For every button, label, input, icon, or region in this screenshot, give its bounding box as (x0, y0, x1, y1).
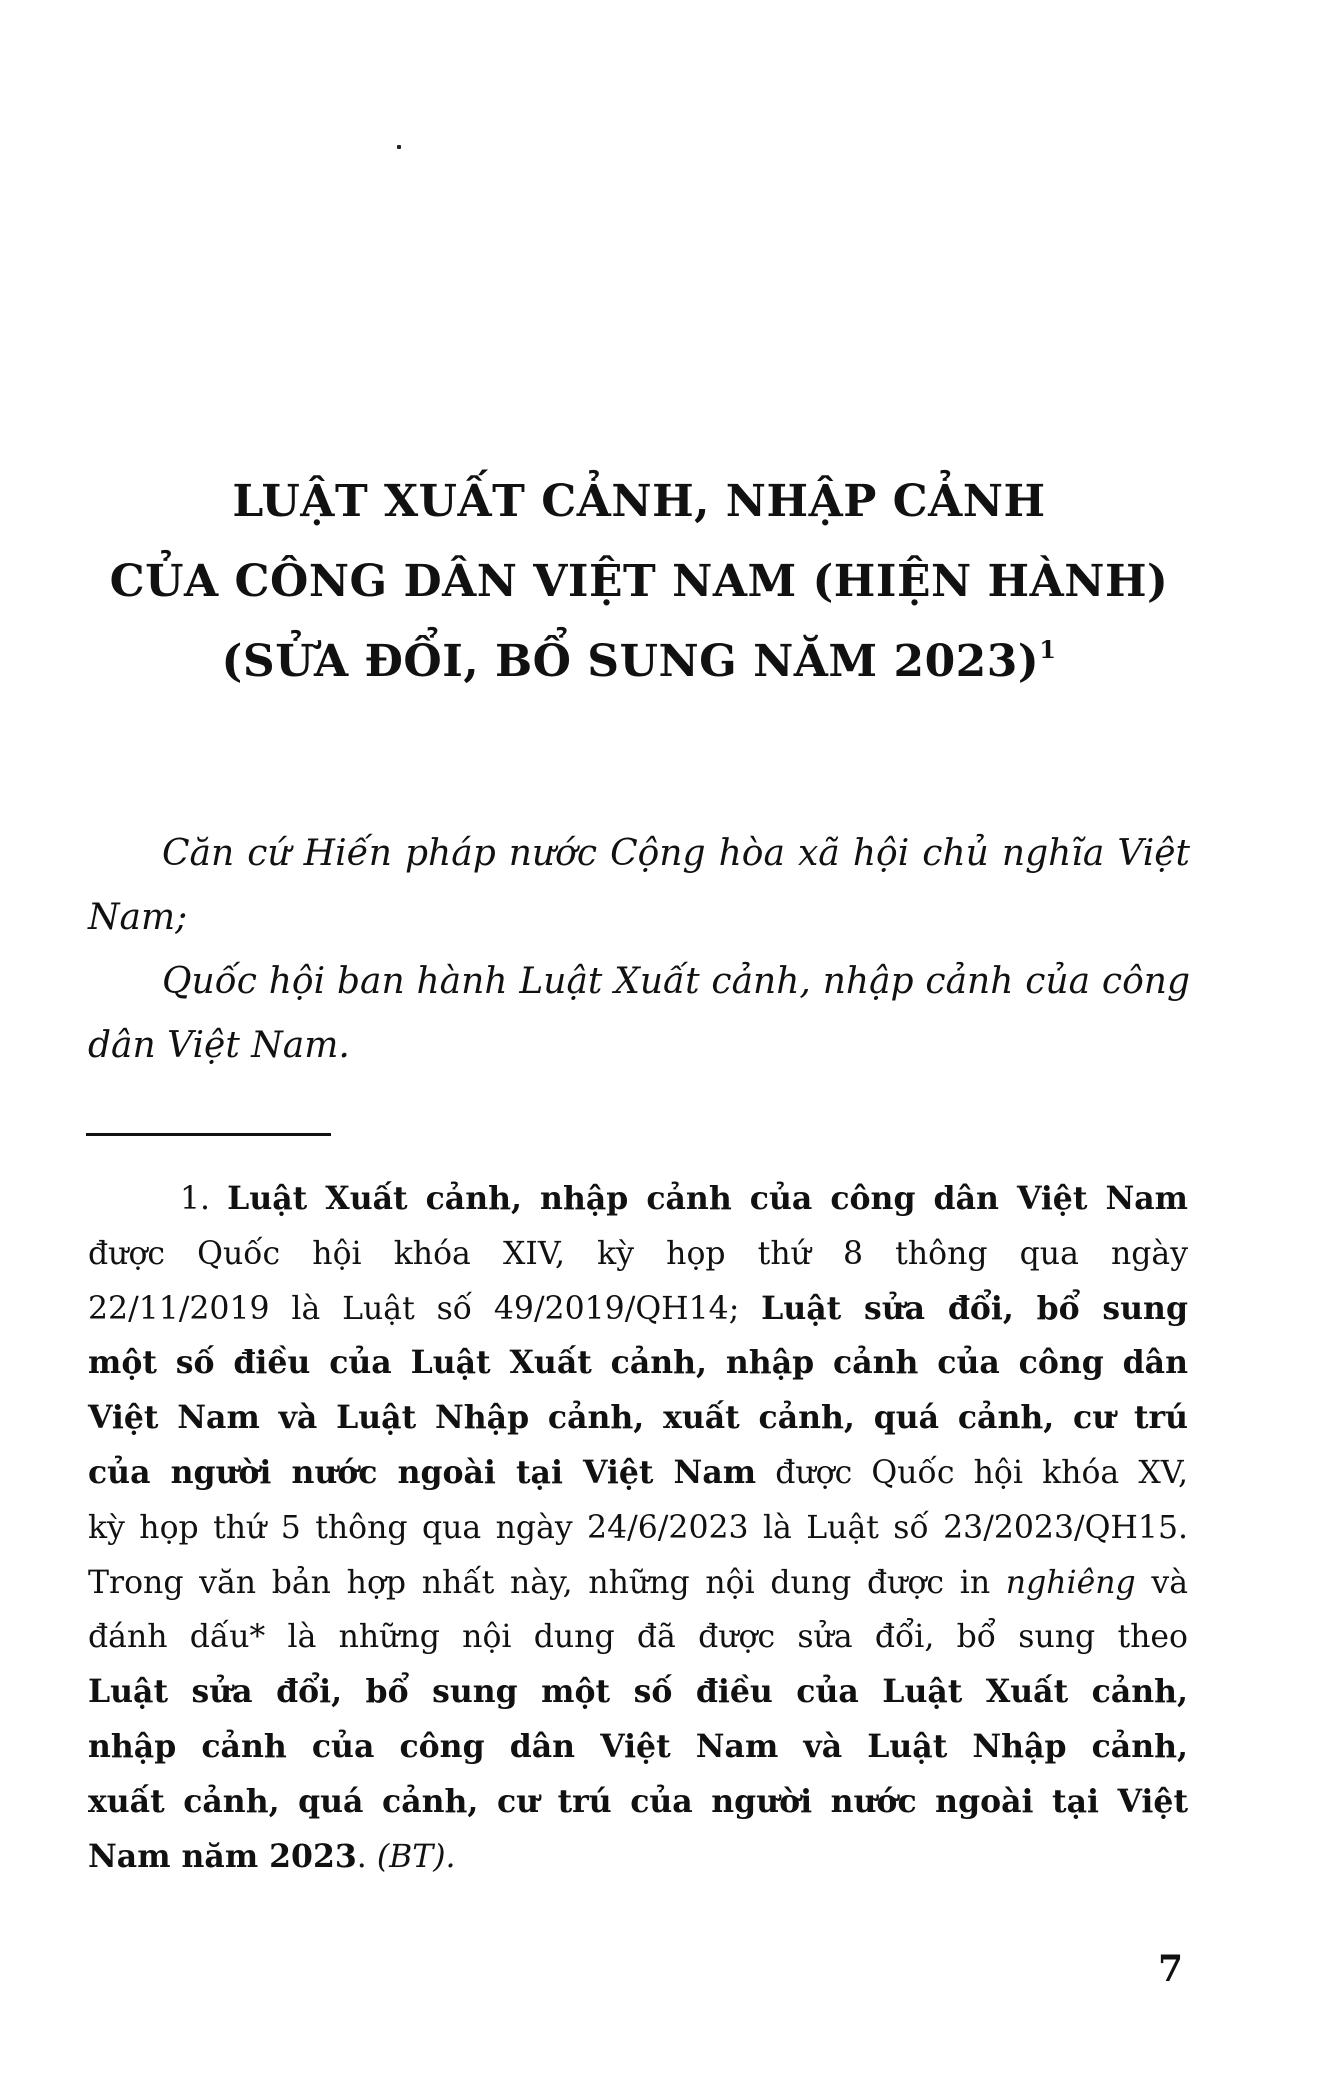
footnote-text: và (1135, 1564, 1188, 1601)
footnote-text: xuất cảnh, quá cảnh, cư trú của người nước ngoài tại Việt (88, 1782, 1188, 1820)
footnote-text: đánh dấu* là những nội dung đã được sửa đổi, bổ sung theo (88, 1619, 1188, 1656)
preamble-paragraph-1: Căn cứ Hiến pháp nước Cộng hòa xã hội chủ nghĩa Việt Nam; (88, 833, 1190, 938)
footnote-text: được Quốc hội khóa XV, (756, 1454, 1189, 1491)
footnote-text: một số điều của Luật Xuất cảnh, nhập cảnh của công dân (88, 1344, 1188, 1382)
title-line-3 (88, 622, 1190, 702)
footnote-1 (88, 1172, 1188, 1884)
footnote-line (88, 1665, 1188, 1720)
title-line-3-text: (SỬA ĐỔI, BỔ SUNG NĂM 2023) (221, 636, 1040, 687)
footnote-text: (BT). (376, 1838, 456, 1875)
footnote-line (88, 1391, 1188, 1446)
footnote-line (88, 1775, 1188, 1830)
title-line-2: CỦA CÔNG DÂN VIỆT NAM (HIỆN HÀNH) (109, 556, 1169, 607)
footnote-line (88, 1172, 1188, 1227)
footnote-text: 22/11/2019 là Luật số 49/2019/QH14; (88, 1290, 762, 1327)
footnote-text: của người nước ngoài tại Việt Nam (88, 1453, 757, 1491)
document-title (88, 462, 1190, 702)
footnote-line (88, 1446, 1188, 1501)
footnote-line (88, 1610, 1188, 1665)
footnote-line (88, 1336, 1188, 1391)
footnote-text: nhập cảnh của công dân Việt Nam và Luật Nhập cảnh, (88, 1727, 1188, 1765)
footnote-line (88, 1282, 1188, 1337)
footnote-text: Luật sửa đổi, bổ sung (761, 1289, 1188, 1327)
scan-speck (397, 145, 401, 149)
footnote-line (88, 1501, 1188, 1556)
footnote-text: Luật sửa đổi, bổ sung một số điều của Luật Xuất cảnh, (88, 1673, 1188, 1711)
footnote-text: Nam năm 2023 (88, 1837, 357, 1875)
footnote-line (88, 1830, 1188, 1885)
title-footnote-marker[interactable]: 1 (1039, 635, 1057, 664)
preamble-paragraph-2: Quốc hội ban hành Luật Xuất cảnh, nhập cảnh của công dân Việt Nam. (88, 961, 1190, 1066)
footnote-text: nghiêng (1005, 1564, 1136, 1601)
footnote-separator (86, 1133, 331, 1136)
footnote-text: Luật Xuất cảnh, nhập cảnh của công dân Việt Nam (227, 1180, 1188, 1217)
footnote-line (88, 1227, 1188, 1282)
footnote-text: . (356, 1838, 377, 1875)
footnote-text: 1. (180, 1181, 228, 1217)
footnote-text: kỳ họp thứ 5 thông qua ngày 24/6/2023 là Luật số 23/2023/QH15. (88, 1509, 1188, 1546)
footnote-text: Việt Nam và Luật Nhập cảnh, xuất cảnh, quá cảnh, cư trú (88, 1399, 1188, 1437)
footnote-text: Trong văn bản hợp nhất này, những nội dung được in (88, 1564, 1006, 1601)
title-line-1: LUẬT XUẤT CẢNH, NHẬP CẢNH (232, 476, 1046, 527)
footnote-text: được Quốc hội khóa XIV, kỳ họp thứ 8 thông qua ngày (88, 1235, 1188, 1272)
preamble (88, 822, 1190, 1078)
footnote-line (88, 1556, 1188, 1611)
page-number: 7 (1158, 1948, 1184, 1990)
footnote-line (88, 1720, 1188, 1775)
